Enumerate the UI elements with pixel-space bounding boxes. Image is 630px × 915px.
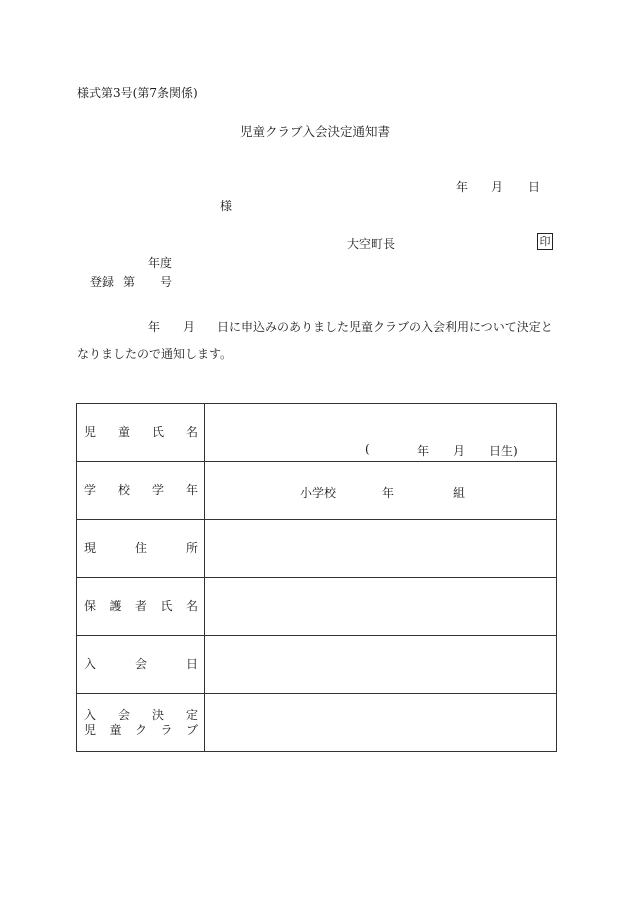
sender-name: 大空町長 <box>347 237 396 251</box>
registration-go: 号 <box>160 275 173 289</box>
value-school-grade[interactable] <box>205 462 557 520</box>
fiscal-year-label: 年度 <box>148 256 173 270</box>
row-child-name <box>77 404 557 462</box>
school-class-label: 組 <box>453 486 466 500</box>
date-day-label: 日 <box>528 180 541 194</box>
birth-month-label: 月 <box>453 444 466 458</box>
value-assigned-club[interactable] <box>205 694 557 752</box>
registration-label: 登録 <box>90 275 115 289</box>
school-name-label: 小学校 <box>300 486 337 500</box>
birth-day-label: 日生) <box>489 444 518 458</box>
date-year-label: 年 <box>456 180 469 194</box>
body-year-label: 年 <box>148 320 161 334</box>
body-text-line2: なりましたので通知します。 <box>77 347 233 361</box>
value-address[interactable] <box>205 520 557 578</box>
birth-open-paren: ( <box>365 442 370 456</box>
label-school-grade: 学 校 学 年 <box>77 462 205 520</box>
label-admission-date: 入 会 日 <box>77 636 205 694</box>
label-assigned-club: 入 会 決 定 児 童 ク ラ ブ <box>77 694 205 752</box>
date-month-label: 月 <box>491 180 504 194</box>
application-details-table <box>76 403 557 752</box>
row-admission-date <box>77 636 557 694</box>
registration-dai: 第 <box>123 275 136 289</box>
form-number: 様式第3号(第7条関係) <box>77 86 198 100</box>
seal-stamp-box: 印 <box>537 233 553 250</box>
school-grade-label: 年 <box>382 486 395 500</box>
value-child-name[interactable] <box>205 404 557 462</box>
body-month-label: 月 <box>183 320 196 334</box>
addressee-honorific: 様 <box>220 199 233 213</box>
row-guardian-name <box>77 578 557 636</box>
value-guardian-name[interactable] <box>205 578 557 636</box>
body-text-line1: 日に申込みのありました児童クラブの入会利用について決定と <box>217 320 553 334</box>
label-address: 現 住 所 <box>77 520 205 578</box>
birth-year-label: 年 <box>417 444 430 458</box>
value-admission-date[interactable] <box>205 636 557 694</box>
row-address <box>77 520 557 578</box>
label-child-name: 児 童 氏 名 <box>77 404 205 462</box>
row-assigned-club <box>77 694 557 752</box>
row-school-grade <box>77 462 557 520</box>
label-guardian-name: 保 護 者 氏 名 <box>77 578 205 636</box>
document-title: 児童クラブ入会決定通知書 <box>239 124 390 139</box>
